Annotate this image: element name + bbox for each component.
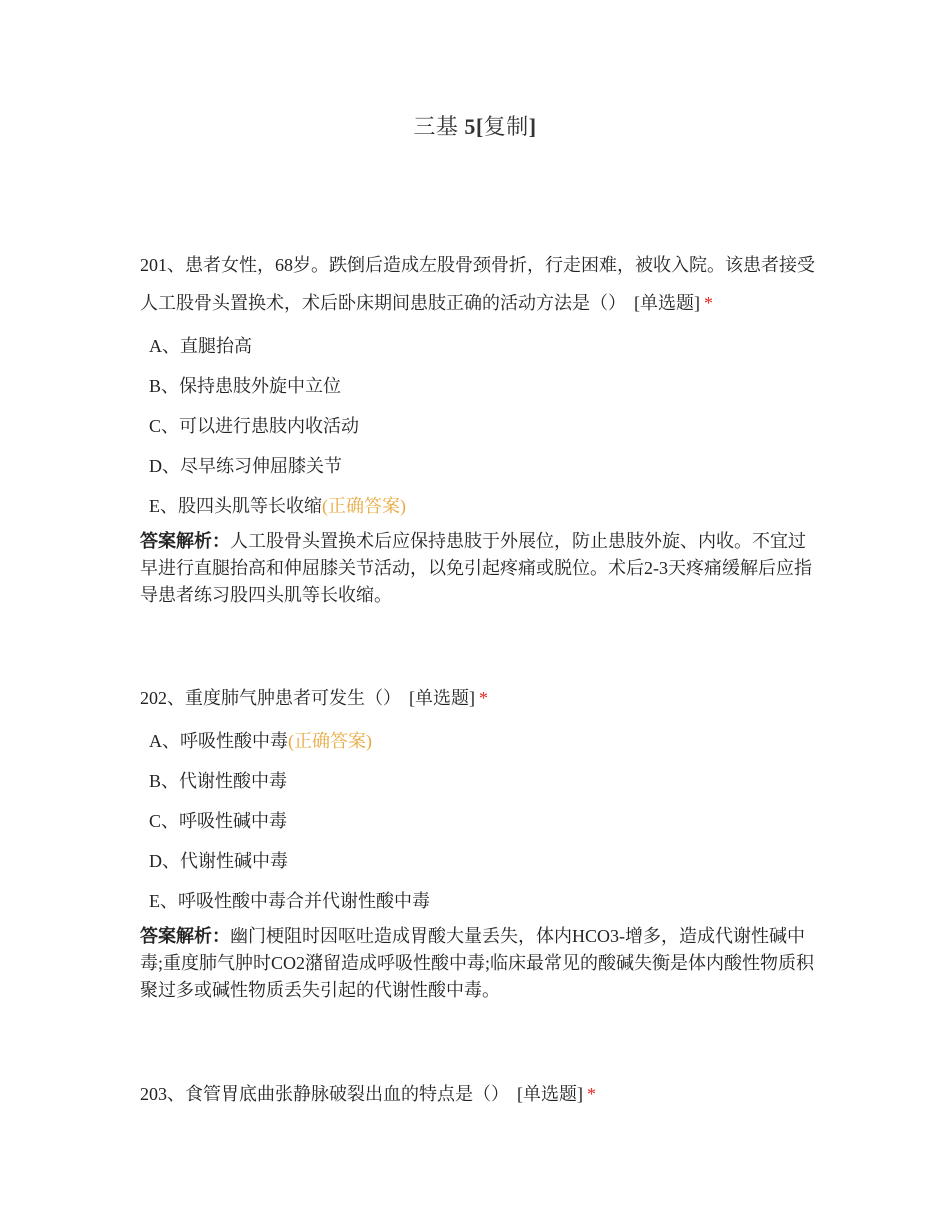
question-text: 203、食管胃底曲张静脉破裂出血的特点是（） bbox=[140, 1084, 509, 1104]
page-title bbox=[0, 110, 950, 141]
option-a[interactable]: A、直腿抬高 bbox=[149, 336, 252, 356]
title-prefix: 三基 bbox=[413, 114, 465, 139]
option-d[interactable]: D、尽早练习伸屈膝关节 bbox=[149, 456, 342, 476]
options-list bbox=[140, 326, 815, 526]
title-bold-end: ] bbox=[528, 114, 537, 139]
option-d[interactable]: D、代谢性碱中毒 bbox=[149, 851, 288, 871]
question-202 bbox=[140, 679, 815, 1004]
answer-analysis bbox=[140, 528, 815, 609]
question-stem bbox=[140, 679, 815, 717]
title-bold: 5[ bbox=[464, 114, 484, 139]
required-mark: * bbox=[479, 688, 488, 708]
question-201 bbox=[140, 246, 815, 609]
correct-answer-tag: (正确答案) bbox=[288, 731, 372, 751]
correct-answer-tag: (正确答案) bbox=[322, 496, 406, 516]
option-e[interactable]: E、股四头肌等长收缩(正确答案) bbox=[149, 496, 406, 516]
option-b[interactable]: B、代谢性酸中毒 bbox=[149, 771, 288, 791]
option-c[interactable]: C、呼吸性碱中毒 bbox=[149, 811, 288, 831]
analysis-label: 答案解析： bbox=[140, 531, 230, 551]
analysis-text: 幽门梗阻时因呕吐造成胃酸大量丢失，体内HCO3-增多，造成代谢性碱中毒;重度肺气肿时CO2潴留造成呼吸性酸中毒;临床最常见的酸碱失衡是体内酸性物质积聚过多或碱性物质丢失引起的代谢性酸中毒。 bbox=[140, 926, 815, 1000]
question-stem bbox=[140, 246, 815, 322]
required-mark: * bbox=[587, 1084, 596, 1104]
question-type: [单选题] bbox=[517, 1084, 583, 1104]
required-mark: * bbox=[704, 293, 713, 313]
question-text: 201、患者女性，68岁。跌倒后造成左股骨颈骨折，行走困难，被收入院。该患者接受人工股骨头置换术，术后卧床期间患肢正确的活动方法是（） bbox=[140, 255, 815, 313]
question-stem bbox=[140, 1075, 815, 1113]
options-list bbox=[140, 721, 815, 921]
question-text: 202、重度肺气肿患者可发生（） bbox=[140, 688, 401, 708]
option-c[interactable]: C、可以进行患肢内收活动 bbox=[149, 416, 360, 436]
option-b[interactable]: B、保持患肢外旋中立位 bbox=[149, 376, 342, 396]
question-type: [单选题] bbox=[634, 293, 700, 313]
answer-analysis bbox=[140, 923, 815, 1004]
option-a[interactable]: A、呼吸性酸中毒(正确答案) bbox=[149, 731, 372, 751]
question-203 bbox=[140, 1075, 815, 1113]
analysis-label: 答案解析： bbox=[140, 926, 230, 946]
title-suffix: 复制 bbox=[483, 114, 529, 139]
option-e[interactable]: E、呼吸性酸中毒合并代谢性酸中毒 bbox=[149, 891, 430, 911]
question-type: [单选题] bbox=[409, 688, 475, 708]
analysis-text: 人工股骨头置换术后应保持患肢于外展位，防止患肢外旋、内收。不宜过早进行直腿抬高和伸屈膝关节活动，以免引起疼痛或脱位。术后2-3天疼痛缓解后应指导患者练习股四头肌等长收缩。 bbox=[140, 531, 812, 605]
